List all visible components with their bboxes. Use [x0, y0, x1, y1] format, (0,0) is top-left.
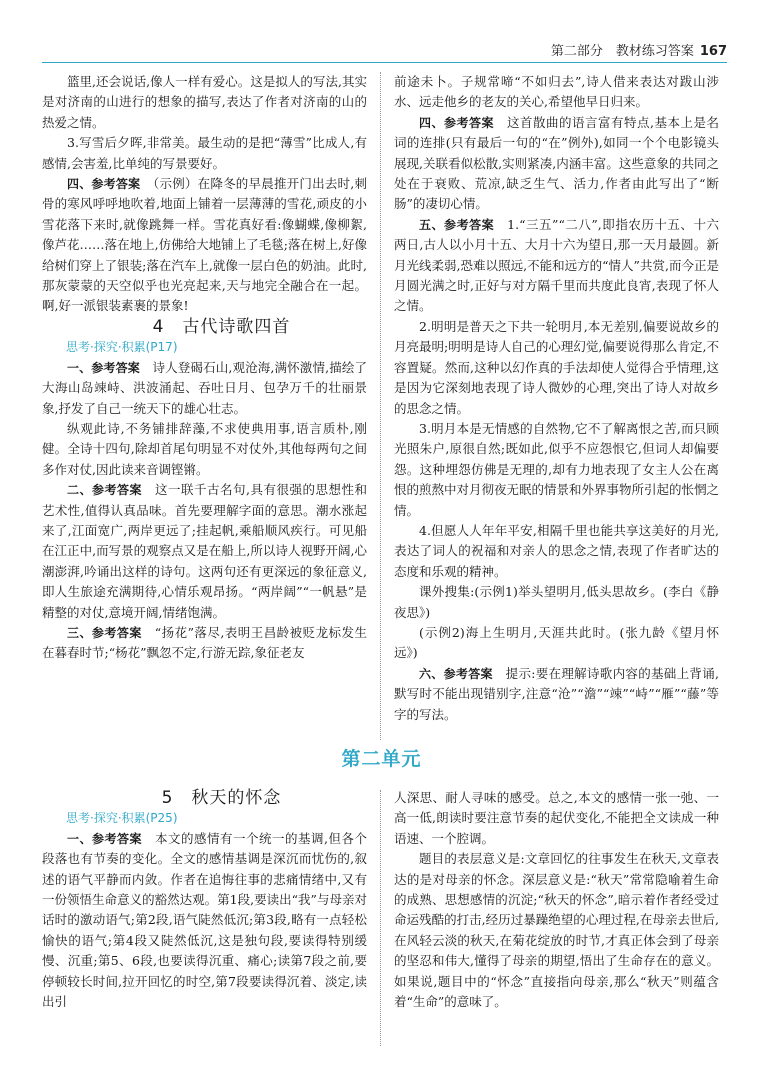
answer-paragraph	[42, 358, 367, 419]
answer-paragraph	[394, 113, 719, 215]
header-text	[551, 40, 727, 59]
continued-paragraph: 人深思、耐人寻味的感受。总之,本文的感情一张一弛、一高一低,朗读时要注意节奏的起伏变化,不能把全文读成一种语速、一个腔调。	[394, 790, 719, 846]
answer-text: 诗人登碣石山,观沧海,满怀激情,描绘了大海山岛竦峙、洪波涌起、吞吐日月、包孕万千的壮丽景象,抒发了自己一统天下的雄心壮志。	[42, 359, 367, 416]
continued-paragraph: 前途未卜。子规常啼“不如归去”,诗人借来表达对跋山涉水、远走他乡的老友的关心,希望他早日归来。	[394, 74, 719, 110]
paragraph: 3.明月本是无情感的自然物,它不了解离恨之苦,而只顾光照朱户,原很自然;既如此,似乎不应怨恨它,但词人却偏要怨。这种埋怨仿佛是无理的,却有力地表现了女主人公在离恨的煎熬中对月彻夜无眠的情景和外界事物所引起的怅惘之情。	[394, 420, 720, 518]
paragraph: 课外搜集:(示例1)举头望明月,低头思故乡。(李白《静夜思》)	[394, 584, 719, 620]
paragraph: 4.但愿人人年年平安,相隔千里也能共享这美好的月光,表达了词人的祝福和对亲人的思念之情,表现了作者旷达的态度和乐观的精神。	[394, 522, 719, 579]
page-header	[42, 28, 727, 63]
paragraph: 纵观此诗,不务铺排辞藻,不求使典用事,语言质朴,刚健。全诗十四句,除却首尾句明显不对仗外,其他每两句之间多作对仗,因此读来音调铿锵。	[42, 420, 367, 477]
answer-paragraph	[42, 623, 367, 664]
answer-label: 一、参考答案	[67, 360, 140, 375]
answer-label: 六、参考答案	[419, 666, 493, 681]
answer-text: 这首散曲的语言富有特点,基本上是名词的连排(只有最后一句的“在”例外),如同一个个电影镜头展现,关联看似松散,实则紧凑,内涵丰富。这些意象的共同之处在于衰败、荒凉,缺乏生气、活力,作者由此写出了“断肠”的凄切心情。	[394, 114, 719, 212]
section-subtitle: 思考·探究·积累(P17)	[66, 340, 178, 355]
answer-label: 三、参考答案	[67, 625, 142, 640]
section-title: 4 古代诗歌四首	[152, 316, 291, 337]
answer-paragraph	[42, 174, 367, 317]
answer-text: 提示:要在理解诗歌内容的基础上背诵,默写时不能出现错别字,注意“沧”“澹”“竦”“峙”“雁”“藤”等字的写法。	[394, 665, 719, 722]
bottom-left-column	[42, 788, 367, 1012]
answer-text: 1.“三五”“二八”,即指农历十五、十六两日,古人以小月十五、大月十六为望日,那一天月最圆。新月光线柔弱,恐难以照远,不能和远方的“情人”共赏,而今正是月圆光满之时,正好与对方隔千里而共度此良宵,表现了怀人之情。	[394, 216, 719, 314]
unit-title: 第二单元	[341, 748, 422, 770]
answer-paragraph	[394, 664, 719, 725]
answer-text: （示例）在降冬的早晨推开门出去时,刺骨的寒风呼呼地吹着,地面上铺着一层薄薄的雪花,顽皮的小雪花落下来时,就像跳舞一样。雪花真好看:像蝴蝶,像柳絮,像芦花……落在地上,仿佛给大地铺上了毛毯;落在树上,好像给树们穿上了银装;落在汽车上,就像一层白色的奶油。此时,那灰蒙蒙的天空似乎也光亮起来,天与地完全融合在一起。啊,好一派银装素裹的景象!	[42, 176, 367, 314]
header-section-label: 第二部分 教材练习答案	[550, 44, 694, 59]
paragraph: (示例2)海上生明月,天涯共此时。(张九龄《望月怀远》)	[394, 624, 719, 661]
column-divider	[380, 790, 381, 1046]
top-right-column	[394, 72, 719, 725]
answer-label: 五、参考答案	[419, 217, 495, 232]
bottom-right-column	[394, 788, 719, 1012]
top-left-column	[42, 72, 367, 664]
answer-label: 二、参考答案	[67, 483, 142, 498]
answer-paragraph	[394, 215, 719, 317]
column-divider	[380, 72, 381, 740]
section-title: 5 秋天的怀念	[161, 788, 282, 808]
paragraph: 篮里,还会说话,像人一样有爱心。这是拟人的写法,其实是对济南的山进行的想象的描写,表达了作者对济南的山的热爱之情。	[42, 74, 367, 130]
paragraph: 题目的表层意义是:文章回忆的往事发生在秋天,文章表达的是对母亲的怀念。深层意义是:“秋天”常常隐喻着生命的成熟、思想感情的沉淀;“秋天的怀念”,暗示着作者经受过命运残酷的打击,经历过暴躁绝望的心理过程,在母亲去世后,在风轻云淡的秋天,在菊花绽放的时节,才真正体会到了母亲的坚忍和伟大,懂得了母亲的期望,悟出了生命存在的意义。如果说,题目中的“怀念”直接指向母亲,那么“秋天”则蕴含着“生命”的意味了。	[394, 851, 719, 1010]
answer-label: 四、参考答案	[67, 177, 141, 192]
page-number: 167	[699, 44, 727, 59]
answer-label: 四、参考答案	[419, 115, 494, 130]
answer-paragraph	[42, 829, 367, 1013]
answer-text: 本文的感情有一个统一的基调,但各个段落也有节奏的变化。全文的感情基调是深沉而忧伤的,叙述的语气平静而内敛。作者在追悔往事的悲痛情绪中,又有一份领悟生命意义的豁然达观。第1段,要读出“我”与母亲对话时的激动语气;第2段,语气陡然低沉;第3段,略有一点轻松愉快的语气;第4段又陡然低沉,这是独句段,要读得特别缓慢、沉重;第5、6段,也要读得沉重、痛心;读第7段之前,要停顿较长时间,拉开回忆的时空,第7段要读得沉着、淡定,读出引	[42, 830, 367, 1010]
answer-text: “扬花”落尽,表明王昌龄被贬龙标发生在暮春时节;“杨花”飘忽不定,行游无踪,象征老友	[42, 624, 367, 661]
section-subtitle: 思考·探究·积累(P25)	[66, 811, 178, 826]
paragraph: 2.明明是普天之下共一轮明月,本无差别,偏要说故乡的月亮最明;明明是诗人自己的心理幻觉,偏要说得那么肯定,不容置疑。然而,这种以幻作真的手法却使人觉得合乎情理,这是因为它深刻地表现了诗人微妙的心理,突出了诗人对故乡的思念之情。	[394, 318, 719, 416]
paragraph: 3.写雪后夕晖,非常美。最生动的是把“薄雪”比成人,有感情,会害羞,比单纯的写景要好。	[42, 135, 367, 171]
answer-paragraph	[42, 480, 367, 623]
answer-label: 一、参考答案	[67, 831, 142, 846]
answer-text: 这一联千古名句,具有很强的思想性和艺术性,值得认真品味。首先要理解字面的意思。潮水涨起来了,江面宽广,两岸更远了;挂起帆,乘船顺风疾行。可见船在江正中,而写景的观察点又是在船上,所以诗人视野开阔,心潮澎湃,吟诵出这样的诗句。这两句还有更深远的象征意义,即人生旅途充满期待,心情乐观昂扬。“两岸阔”“一帆悬”是精整的对仗,意境开阔,情绪饱满。	[42, 482, 367, 620]
